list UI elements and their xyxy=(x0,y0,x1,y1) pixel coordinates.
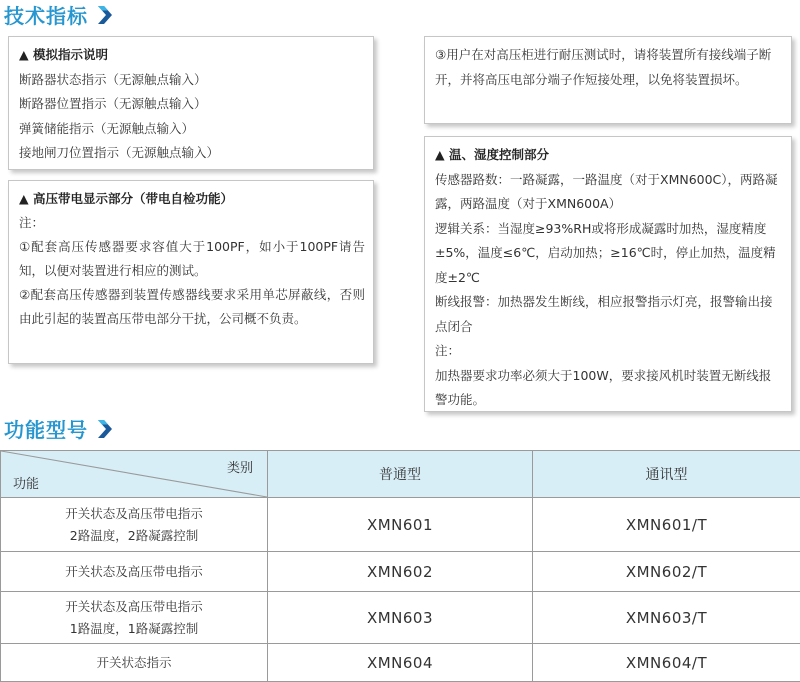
analog-line-spring-energy: 弹簧储能指示（无源触点输入） xyxy=(19,117,365,142)
heater-note: 加热器要求功率必须大于100W，要求接风机时装置无断线报警功能。 xyxy=(435,364,783,413)
row-comm-model: XMN603/T xyxy=(533,592,800,644)
sensor-channels: 传感器路数：一路凝露，一路温度（对于XMN600C），两路凝露，两路温度（对于XMN600A） xyxy=(435,168,783,217)
break-alarm: 断线报警：加热器发生断线，相应报警指示灯亮，报警输出接点闭合 xyxy=(435,290,783,339)
analog-indication-box xyxy=(8,36,374,170)
table-row xyxy=(1,644,800,682)
pressure-test-note-box xyxy=(424,36,792,124)
analog-indication-heading: ▲ 模拟指示说明 xyxy=(19,43,365,68)
table-row xyxy=(1,498,800,552)
row-function-line-2: 2路温度，2路凝露控制 xyxy=(2,525,266,547)
model-section-title xyxy=(4,414,116,443)
hv-display-heading: ▲ 高压带电显示部分（带电自检功能） xyxy=(19,187,365,211)
temp-note-label: 注： xyxy=(435,339,783,364)
double-chevron-right-icon xyxy=(96,4,116,26)
row-function xyxy=(1,498,268,552)
model-table xyxy=(0,450,800,682)
header-normal-type: 普通型 xyxy=(268,451,533,498)
row-comm-model: XMN602/T xyxy=(533,552,800,592)
row-comm-model: XMN601/T xyxy=(533,498,800,552)
row-function xyxy=(1,552,268,592)
double-chevron-right-icon xyxy=(96,418,116,440)
hv-note-1: ①配套高压传感器要求容值大于100PF，如小于100PF请告知，以便对装置进行相应的测试。 xyxy=(19,235,365,283)
analog-line-breaker-position: 断路器位置指示（无源触点输入） xyxy=(19,92,365,117)
row-function xyxy=(1,644,268,682)
pressure-test-note: ③用户在对高压柜进行耐压测试时，请将装置所有接线端子断开，并将高压电部分端子作短接处理，以免将装置损坏。 xyxy=(435,43,783,92)
table-row xyxy=(1,592,800,644)
table-row xyxy=(1,552,800,592)
hv-display-box xyxy=(8,180,374,364)
model-section-title-text: 功能型号 xyxy=(4,414,88,443)
temp-humidity-box xyxy=(424,136,792,412)
row-comm-model: XMN604/T xyxy=(533,644,800,682)
header-function-label: 功能 xyxy=(13,473,39,492)
header-comm-type: 通讯型 xyxy=(533,451,800,498)
row-function-line-1: 开关状态指示 xyxy=(2,652,266,674)
header-diagonal-cell xyxy=(1,451,268,498)
row-function-line-1: 开关状态及高压带电指示 xyxy=(2,596,266,618)
hv-note-2: ②配套高压传感器到装置传感器线要求采用单芯屏蔽线，否则由此引起的装置高压带电部分干扰，公司概不负责。 xyxy=(19,283,365,331)
logic-relation: 逻辑关系：当湿度≥93%RH或将形成凝露时加热，湿度精度±5%，温度≤6℃，启动加热；≥16℃时，停止加热，温度精度±2℃ xyxy=(435,217,783,291)
row-normal-model: XMN603 xyxy=(268,592,533,644)
tech-section-title xyxy=(4,0,116,29)
row-normal-model: XMN604 xyxy=(268,644,533,682)
analog-line-earthing-switch: 接地闸刀位置指示（无源触点输入） xyxy=(19,141,365,166)
temp-humidity-heading: ▲ 温、湿度控制部分 xyxy=(435,143,783,168)
row-function-line-1: 开关状态及高压带电指示 xyxy=(2,561,266,583)
hv-note-label: 注： xyxy=(19,211,365,235)
table-header-row xyxy=(1,451,800,498)
header-category-label: 类别 xyxy=(227,457,253,476)
row-function-line-2: 1路温度，1路凝露控制 xyxy=(2,618,266,640)
row-normal-model: XMN601 xyxy=(268,498,533,552)
row-normal-model: XMN602 xyxy=(268,552,533,592)
analog-line-breaker-status: 断路器状态指示（无源触点输入） xyxy=(19,68,365,93)
row-function-line-1: 开关状态及高压带电指示 xyxy=(2,503,266,525)
row-function xyxy=(1,592,268,644)
tech-section-title-text: 技术指标 xyxy=(4,0,88,29)
